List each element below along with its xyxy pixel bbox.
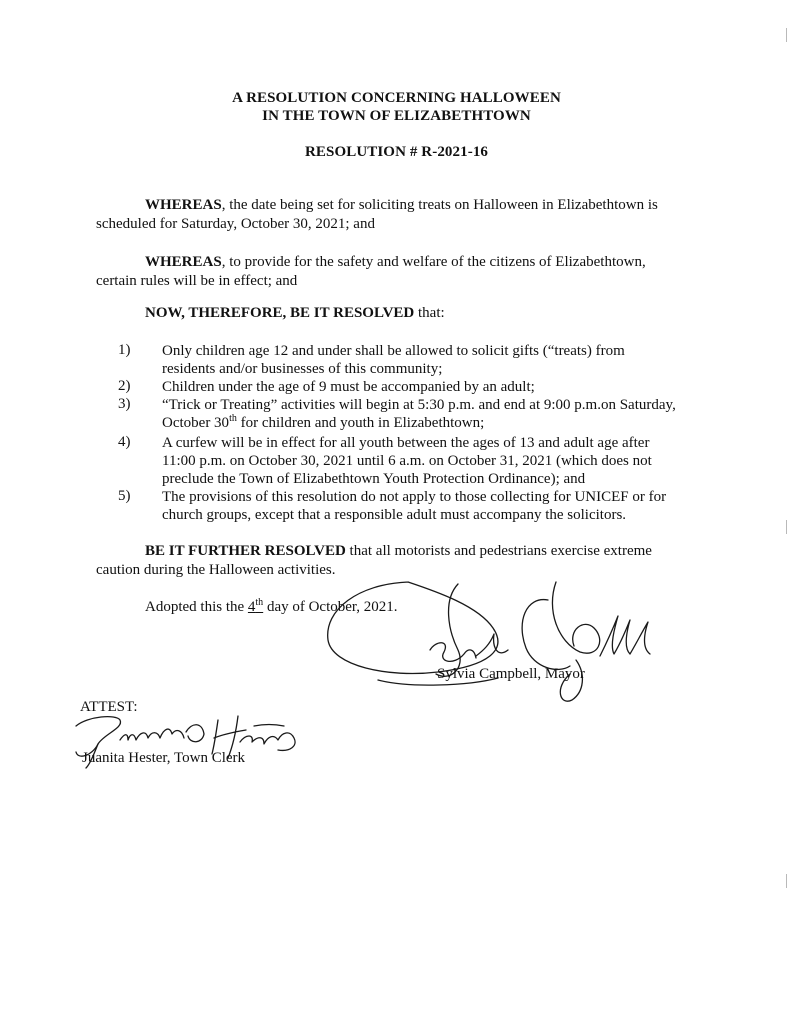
therefore-lead: NOW, THEREFORE, BE IT RESOLVED: [145, 305, 415, 321]
adopted-day-number: 4: [247, 599, 256, 615]
item-5-line-2: church groups, except that a responsible adult must accompany the solicitors.: [162, 507, 627, 523]
item-3-line-2: [162, 414, 702, 432]
whereas-1-text: , the date being set for soliciting treats on Halloween in Elizabethtown is: [221, 197, 658, 213]
therefore-tail: that:: [414, 305, 445, 321]
adopted-pre: Adopted this the: [145, 599, 248, 615]
further-lead: BE IT FURTHER RESOLVED: [145, 543, 346, 559]
resolution-number: RESOLUTION # R-2021-16: [304, 144, 489, 160]
item-4-number: 4): [118, 434, 131, 450]
whereas-1-lead: WHEREAS: [145, 197, 222, 213]
item-1-line-1: Only children age 12 and under shall be allowed to solicit gifts (“treats) from: [162, 343, 625, 359]
further-text: that all motorists and pedestrians exercise extreme: [345, 543, 652, 559]
item-3-line-1: “Trick or Treating” activities will begin at 5:30 p.m. and end at 9:00 p.m.on Saturday,: [162, 397, 676, 413]
item-3-number: 3): [118, 396, 131, 412]
whereas-2-lead: WHEREAS: [145, 254, 222, 270]
scan-mark: [786, 520, 787, 534]
scan-mark: [786, 28, 787, 42]
adopted-day: [248, 599, 263, 615]
adopted-post: day of October, 2021.: [263, 599, 398, 615]
item-3-date-suffix: th: [229, 413, 237, 424]
title-line-1: A RESOLUTION CONCERNING HALLOWEEN: [232, 90, 561, 106]
mayor-signature-graphic: [318, 570, 668, 720]
item-2-number: 2): [118, 378, 131, 394]
whereas-1-line-1: [145, 196, 705, 215]
whereas-2-line-2: certain rules will be in effect; and: [96, 273, 298, 289]
clerk-name-title: Juanita Hester, Town Clerk: [82, 750, 246, 766]
mayor-name-title: Sylvia Campbell, Mayor: [437, 666, 585, 682]
item-5-line-1: The provisions of this resolution do not apply to those collecting for UNICEF or for: [162, 489, 667, 505]
item-3-date: October 30: [162, 415, 230, 431]
item-4-line-1: A curfew will be in effect for all youth between the ages of 13 and adult age after: [162, 435, 650, 451]
item-2-line-1: Children under the age of 9 must be accompanied by an adult;: [162, 379, 535, 395]
whereas-2-text: , to provide for the safety and welfare of the citizens of Elizabethtown,: [221, 254, 646, 270]
item-4-line-3: preclude the Town of Elizabethtown Youth Protection Ordinance); and: [162, 471, 586, 487]
adopted-day-suffix: th: [255, 597, 264, 608]
item-1-number: 1): [118, 342, 131, 358]
whereas-2-line-1: [145, 253, 705, 272]
attest-label: ATTEST:: [80, 699, 138, 715]
item-3-rest: for children and youth in Elizabethtown;: [236, 415, 485, 431]
item-1-line-2: residents and/or businesses of this community;: [162, 361, 443, 377]
item-5-number: 5): [118, 488, 131, 504]
further-line-2: caution during the Halloween activities.: [96, 562, 336, 578]
title-line-2: IN THE TOWN OF ELIZABETHTOWN: [262, 108, 531, 124]
therefore-line: [145, 304, 705, 323]
scan-mark: [786, 874, 787, 888]
whereas-1-line-2: scheduled for Saturday, October 30, 2021; and: [96, 216, 375, 232]
further-line-1: [145, 542, 705, 561]
item-4-line-2: 11:00 p.m. on October 30, 2021 until 6 a.m. on October 31, 2021 (which does not: [162, 453, 652, 469]
